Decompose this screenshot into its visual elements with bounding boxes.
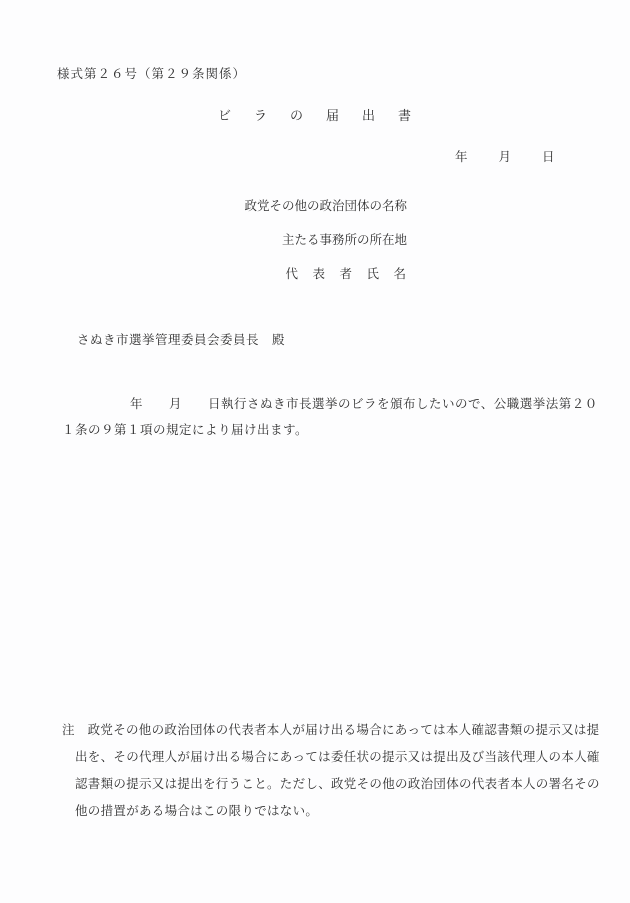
addressee-line: さぬき市選挙管理委員会委員長 殿 <box>77 333 286 347</box>
note-line: 注 政党その他の政治団体の代表者本人が届け出る場合にあっては本人確認書類の提示又は提 <box>62 723 600 737</box>
note-line: 出を、その代理人が届け出る場合にあっては委任状の提示又は提出及び当該代理人の本人確 <box>75 750 600 764</box>
body-text-line: 年 月 日執行さぬき市長選挙のビラを頒布したいので、公職選挙法第２０ <box>130 397 598 411</box>
form-number: 様式第２６号（第２９条関係） <box>57 67 247 81</box>
note-line: 他の措置がある場合はこの限りではない。 <box>75 804 319 818</box>
party-name-label: 政党その他の政治団体の名称 <box>244 199 407 213</box>
date-line: 年 月 日 <box>455 150 557 164</box>
document-title: ビ ラ の 届 出 書 <box>218 108 417 123</box>
note-line: 認書類の提示又は提出を行うこと。ただし、政党その他の政治団体の代表者本人の署名その <box>75 777 600 791</box>
party-office-label: 主たる事務所の所在地 <box>281 233 407 247</box>
body-text-line: １条の９第１項の規定により届け出ます。 <box>62 423 309 437</box>
party-representative-label: 代 表 者 氏 名 <box>285 267 407 281</box>
